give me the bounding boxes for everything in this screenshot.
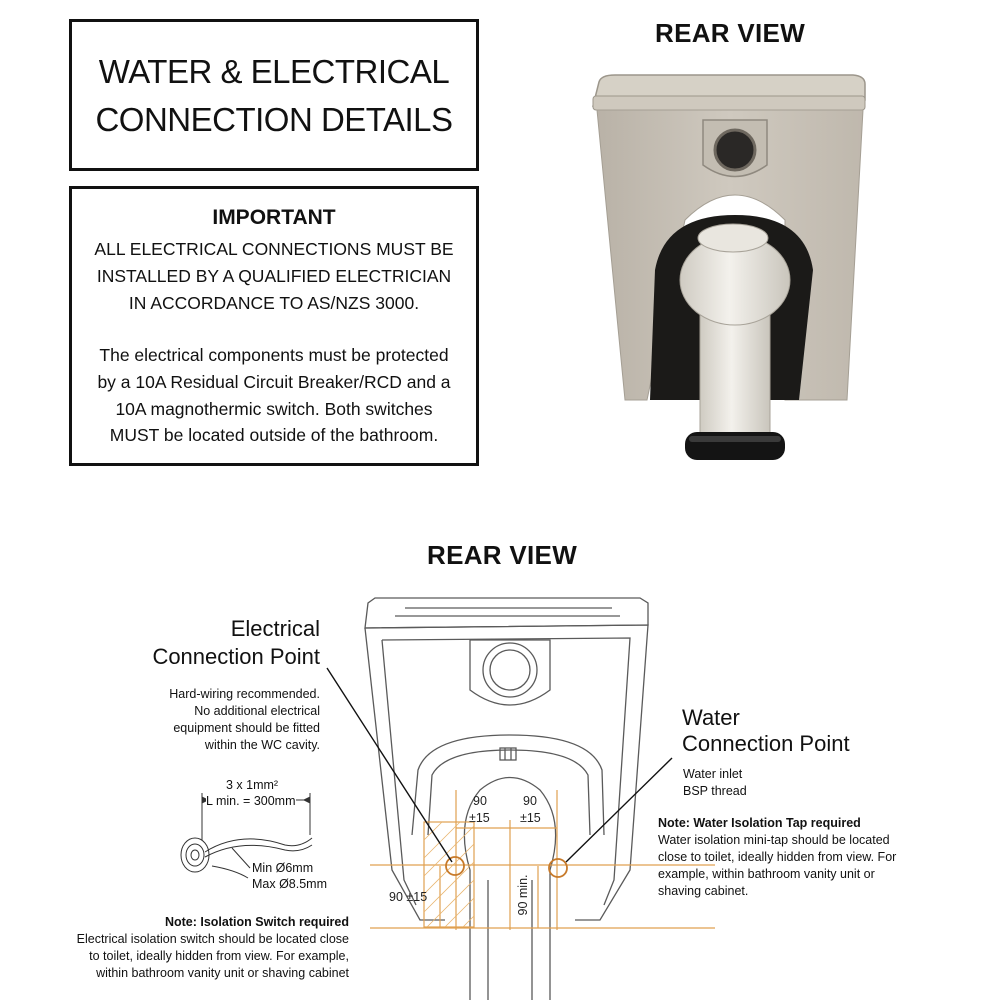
important-line: INSTALLED BY A QUALIFIED ELECTRICIAN [96,266,452,286]
dim-left-offset: 90 [473,794,487,808]
important-line: 10A magnothermic switch. Both switches [115,399,433,419]
water-note-heading: Note: Water Isolation Tap required [658,816,861,830]
important-heading: IMPORTANT [212,206,336,229]
important-line: ALL ELECTRICAL CONNECTIONS MUST BE [94,239,454,259]
switch-note-line: to toilet, ideally hidden from view. For example, [89,949,349,963]
important-line: MUST be located outside of the bathroom. [109,425,439,445]
electrical-desc: within the WC cavity. [204,738,320,752]
water-note-line: close to toilet, ideally hidden from view. For [658,850,897,864]
switch-note-line: Electrical isolation switch should be located close [76,932,349,946]
important-line: The electrical components must be protected [99,345,449,365]
water-connection-circle [549,859,567,877]
diagram-rear-view-label: REAR VIEW [427,540,578,570]
water-leader-line [566,758,672,862]
water-title-line1: Water [682,705,740,730]
page-title-line2: CONNECTION DETAILS [95,101,453,138]
diagram-seat [365,598,648,628]
water-title-line2: Connection Point [682,731,850,756]
water-note-line: Water isolation mini-tap should be located [658,833,890,847]
diagram-body [365,625,648,920]
electrical-desc: equipment should be fitted [173,721,320,735]
cable-min-diameter: Min Ø6mm [252,861,314,875]
electrical-title-line2: Connection Point [152,644,320,669]
electrical-desc: Hard-wiring recommended. [169,687,320,701]
electrical-leader-line [327,668,452,862]
dim-left-height: 90 ±15 [389,890,428,904]
water-desc: Water inlet [683,767,743,781]
switch-note-heading: Note: Isolation Switch required [164,915,349,929]
electrical-title-line1: Electrical [230,616,320,641]
water-desc: BSP thread [683,784,747,798]
switch-note-line: within bathroom vanity unit or shaving cabinet [96,966,349,980]
water-note-line: shaving cabinet. [658,884,749,898]
dim-right-tol: ±15 [520,811,541,825]
important-line: IN ACCORDANCE TO AS/NZS 3000. [128,293,420,313]
dim-right-offset: 90 [523,794,537,808]
dim-left-tol: ±15 [469,811,490,825]
page-title-line1: WATER & ELECTRICAL [98,53,450,90]
cable-length: L min. = 300mm [206,794,296,808]
cable-max-diameter: Max Ø8.5mm [252,877,328,891]
important-line: by a 10A Residual Circuit Breaker/RCD and a [97,372,451,392]
electrical-desc: No additional electrical [194,704,320,718]
cable-gland [181,838,209,872]
water-note-line: example, within bathroom vanity unit or [658,867,875,881]
electrical-connection-circle [446,857,464,875]
cable-spec: 3 x 1mm² [226,778,279,792]
electrical-box-hatch [424,822,474,927]
photo-rear-view-label: REAR VIEW [655,18,806,48]
dim-right-height: 90 min. [516,874,530,916]
